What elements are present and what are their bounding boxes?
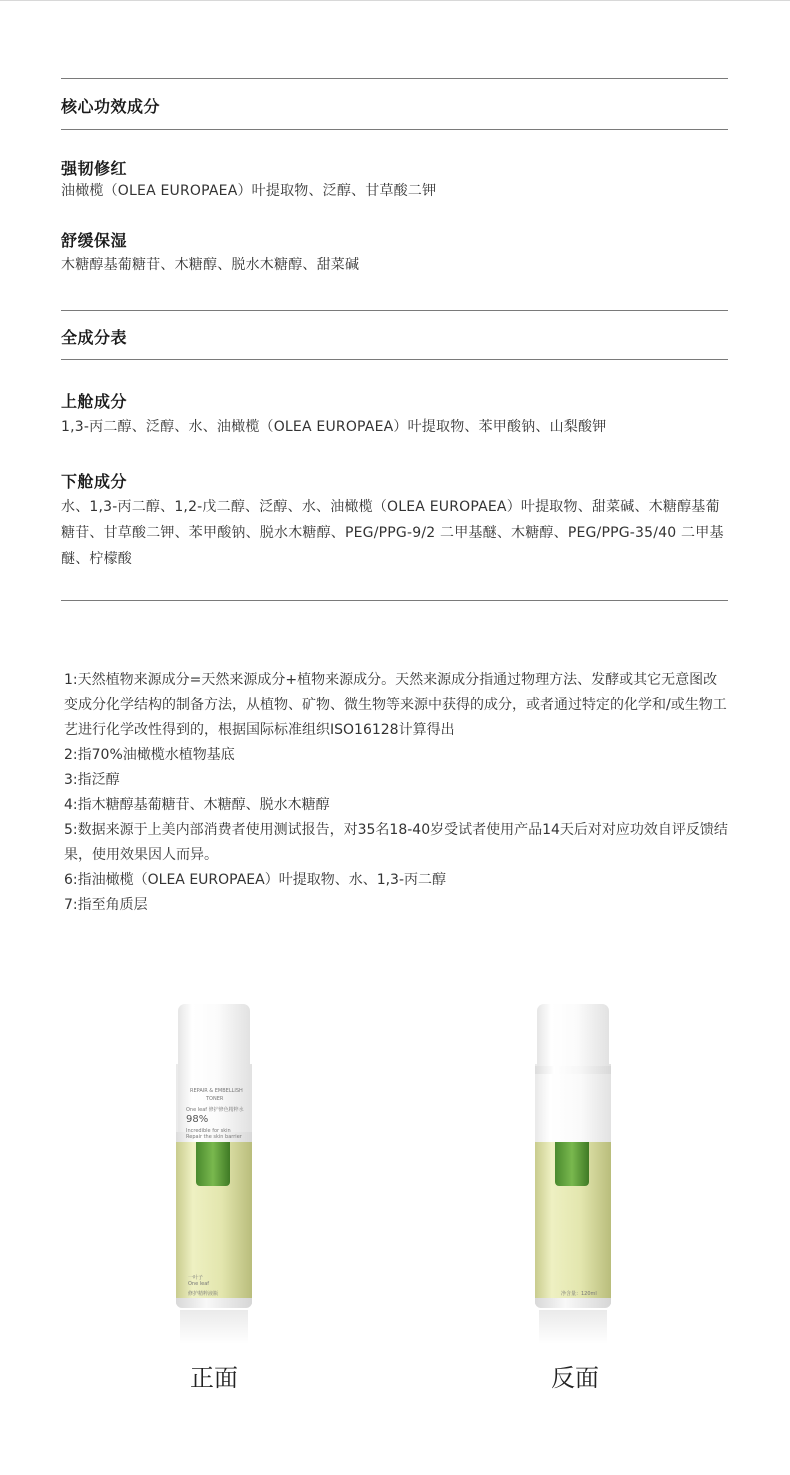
bottle-reflection [180, 1310, 248, 1344]
label-line: REPAIR & EMBELLISH [190, 1088, 243, 1094]
caption-back: 反面 [551, 1364, 599, 1392]
bottle-inner-capsule [555, 1142, 589, 1186]
full-group-text: 1,3-丙二醇、泛醇、水、油橄榄（OLEA EUROPAEA）叶提取物、苯甲酸钠、山梨酸钾 [61, 419, 607, 435]
full-group-text: 水、1,3-丙二醇、1,2-戊二醇、泛醇、水、油橄榄（OLEA EUROPAEA）叶提取物、甜菜碱、木糖醇基葡糖苷、甘草酸二钾、苯甲酸钠、脱水木糖醇、PEG/PPG-9/2 二甲基醚、木糖醇、PEG/PPG-35/40 二甲基醚、柠檬酸 [61, 499, 724, 567]
product-bottle-back [535, 1004, 611, 1344]
label-line: TONER [206, 1096, 224, 1102]
core-group-title: 舒缓保湿 [61, 231, 128, 250]
caption-front: 正面 [190, 1364, 238, 1392]
bottle-base [535, 1298, 611, 1308]
bottle-inner-capsule [196, 1142, 230, 1186]
section-title-core: 核心功效成分 [61, 97, 161, 116]
bottle-base [176, 1298, 252, 1308]
bottle-cap [537, 1004, 609, 1068]
divider [61, 359, 728, 360]
label-volume: 净含量：120ml [561, 1291, 597, 1297]
label-desc: Repair the skin barrier [186, 1134, 242, 1140]
footnote: 5:数据来源于上美内部消费者使用测试报告，对35名18-40岁受试者使用产品14天后对对应功效自评反馈结果，使用效果因人而异。 [64, 822, 728, 863]
label-percent: 98% [186, 1114, 209, 1125]
bottle-reflection [539, 1310, 607, 1344]
product-bottle-front [176, 1004, 252, 1344]
section-title-full: 全成分表 [61, 328, 128, 347]
label-logo-en: One leaf [188, 1281, 210, 1287]
bottle-collar [535, 1066, 611, 1074]
core-group-text: 木糖醇基葡糖苷、木糖醇、脱水木糖醇、甜菜碱 [61, 257, 360, 273]
core-group-text: 油橄榄（OLEA EUROPAEA）叶提取物、泛醇、甘草酸二钾 [61, 183, 437, 199]
footnote: 3:指泛醇 [64, 772, 120, 788]
footnote: 6:指油橄榄（OLEA EUROPAEA）叶提取物、水、1,3-丙二醇 [64, 872, 447, 888]
label-bottom: 修护精粹液瓶 [188, 1291, 219, 1297]
divider [61, 78, 728, 79]
footnotes [64, 668, 728, 918]
full-group-title: 上舱成分 [61, 392, 128, 411]
core-group-title: 强韧修红 [61, 159, 128, 178]
label-brand: One leaf 修护修色精粹水 [186, 1107, 244, 1113]
footnote: 2:指70%油橄榄水植物基底 [64, 747, 235, 763]
full-group-title: 下舱成分 [61, 472, 128, 491]
footnote: 7:指至角质层 [64, 897, 148, 913]
label-desc: Incredible for skin [186, 1128, 231, 1134]
top-border [0, 0, 790, 1]
divider [61, 310, 728, 311]
divider [61, 600, 728, 601]
footnote: 4:指木糖醇基葡糖苷、木糖醇、脱水木糖醇 [64, 797, 330, 813]
divider [61, 129, 728, 130]
footnote: 1:天然植物来源成分=天然来源成分+植物来源成分。天然来源成分指通过物理方法、发酵或其它无意图改变成分化学结构的制备方法，从植物、矿物、微生物等来源中获得的成分，或者通过特定的化学和/或生物工艺进行化学改性得到的，根据国际标准组织ISO16128计算得出 [64, 672, 727, 738]
label-logo-cn: 一叶子 [188, 1275, 204, 1281]
